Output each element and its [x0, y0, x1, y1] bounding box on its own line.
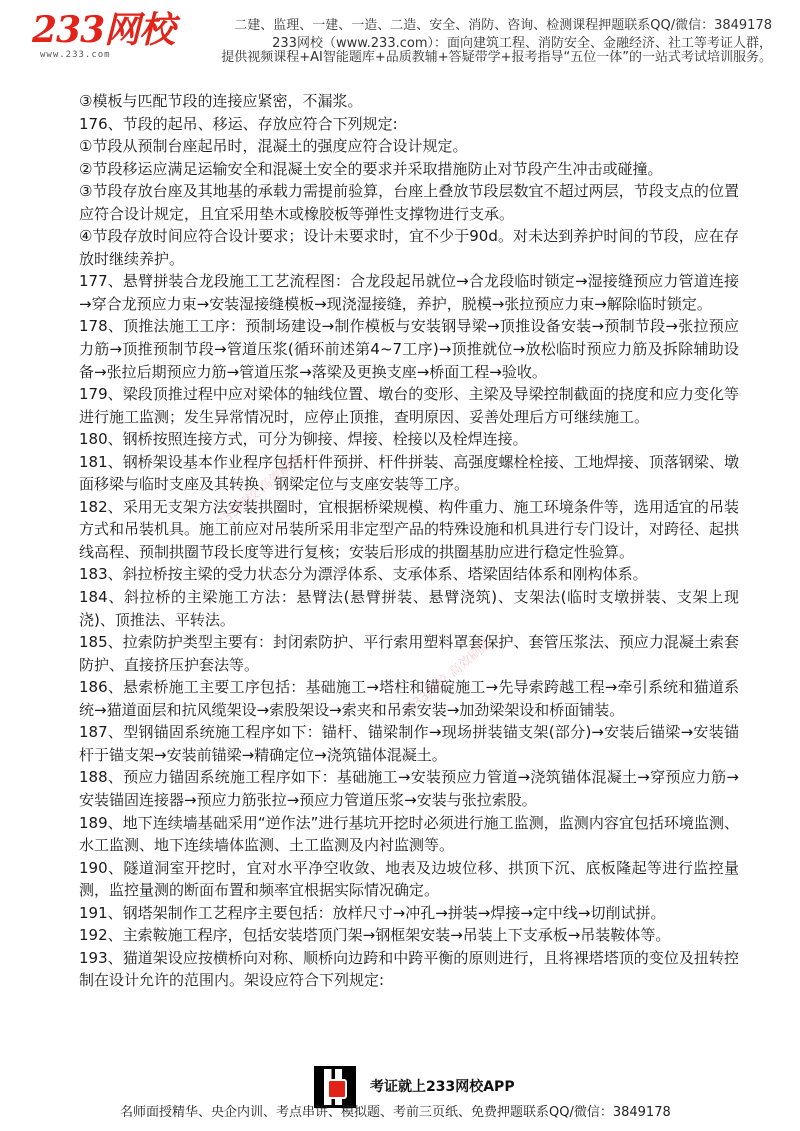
paragraph: 187、型钢锚固系统施工程序如下：锚杆、锚梁制作→现场拼装锚支架(部分)→安装后锚梁→安装锚杆于锚支架→安装前锚梁→精确定位→浇筑锚体混凝土。 — [79, 723, 739, 764]
paragraph: 190、隧道洞室开挖时，宜对水平净空收敛、地表及边坡位移、拱顶下沉、底板隆起等进行监控量测，监控量测的断面布置和频率宜根据实际情况确定。 — [79, 858, 739, 900]
paragraph: 186、悬索桥施工主要工序包括：基础施工→塔柱和锚碇施工→先导索跨越工程→牵引系统和猫道系统→猫道面层和抗风缆架设→索股架设→索夹和吊索安装→加劲梁架设和桥面铺装。 — [79, 678, 739, 719]
document-body — [79, 90, 739, 992]
paragraph: ③节段存放台座及其地基的承载力需提前验算，台座上叠放节段层数宜不超过两层，节段支点的位置应符合设计规定，且宜采用垫木或橡胶板等弹性支撑物进行支承。 — [79, 182, 739, 223]
watermark: 233网校 高效刷题 — [403, 635, 496, 717]
paragraph: 177、悬臂拼装合龙段施工工艺流程图：合龙段起吊就位→合龙段临时锁定→湿接缝预应力管道连接→穿合龙预应力束→安装湿接缝模板→现浇湿接缝，养护，脱模→张拉预应力束→解除临时锁定。 — [79, 272, 739, 313]
paragraph: ②节段移运应满足运输安全和混凝土安全的要求并采取措施防止对节段产生冲击或碰撞。 — [79, 159, 663, 178]
paragraph: 180、钢桥按照连接方式，可分为铆接、焊接、栓接以及栓焊连接。 — [79, 430, 528, 449]
paragraph: 192、主索鞍施工程序，包括安装塔顶门架→钢框架安装→吊装上下支承板→吊装鞍体等。 — [79, 926, 671, 945]
paragraph: 188、预应力锚固系统施工程序如下：基础施工→安装预应力管道→浇筑锚体混凝土→穿预应力筋→安装锚固连接器→预应力筋张拉→预应力管道压浆→安装与张拉索股。 — [79, 768, 739, 809]
brand-url: www.233.com — [40, 50, 111, 60]
header-services-line: 提供视频课程+AI智能题库+品质教辅+答疑带学+报考指导“五位一体”的一站式考试培训服务。 — [221, 50, 772, 65]
qr-logo-icon — [327, 1079, 347, 1099]
header-intro-line: 233网校（www.233.com）：面向建筑工程、消防安全、金融经济、社工等考证人群， — [272, 36, 772, 51]
app-slogan: 考证就上233网校APP — [370, 1079, 515, 1095]
page-header — [0, 0, 800, 80]
paragraph: 193、猫道架设应按横桥向对称、顺桥向边跨和中跨平衡的原则进行，且将裸塔塔顶的变位及扭转控制在设计允许的范围内。架设应符合下列规定: — [79, 948, 739, 990]
paragraph: 181、钢桥架设基本作业程序包括杆件预拼、杆件拼装、高强度螺栓栓接、工地焊接、顶落钢梁、墩面移梁与临时支座及其转换、钢梁定位与支座安装等工序。 — [79, 452, 739, 494]
paragraph: 176、节段的起吊、移运、存放应符合下列规定: — [79, 114, 398, 133]
page-footer — [0, 1060, 800, 1131]
paragraph: ①节段从预制台座起吊时，混凝土的强度应符合设计规定。 — [79, 137, 468, 156]
paragraph: 189、地下连续墙基础采用“逆作法”进行基坑开挖时必须进行施工监测，监测内容宜包括环境监测、水工监测、地下连续墙体监测、土工监测及内衬监测等。 — [79, 813, 739, 855]
paragraph: 179、梁段顶推过程中应对梁体的轴线位置、墩台的变形、主梁及导梁控制截面的挠度和应力变化等进行施工监测；发生异常情况时，应停止顶推，查明原因、妥善处理后方可继续施工。 — [79, 385, 739, 426]
paragraph: ③模板与匹配节段的连接应紧密，不漏浆。 — [79, 92, 363, 110]
paragraph: ④节段存放时间应符合设计要求；设计未要求时，宜不少于90d。对未达到养护时间的节段，应在存放时继续养护。 — [79, 227, 739, 268]
paragraph: 182、采用无支架方法安装拱圈时，宜根据桥梁规模、构件重力、施工环境条件等，选用适宜的吊装方式和吊装机具。施工前应对吊装所采用非定型产品的特殊设施和机具进行专门设计，对跨径、起拱线高程、预制拱圈节段长度等进行复核；安装后形成的拱圈基肋应进行稳定性验算。 — [79, 497, 740, 561]
paragraph: 184、斜拉桥的主梁施工方法：悬臂法(悬臂拼装、悬臂浇筑)、支架法(临时支墩拼装、支架上现浇)、顶推法、平转法。 — [79, 588, 739, 629]
brand-logo: 233网校 — [32, 9, 175, 51]
paragraph: 185、拉索防护类型主要有：封闭索防护、平行索用塑料罩套保护、套管压浆法、预应力混凝土索套防护、直接挤压护套法等。 — [79, 633, 739, 674]
paragraph: 178、顶推法施工工序：预制场建设→制作模板与安装钢导梁→顶推设备安装→预制节段→张拉预应力筋→顶推预制节段→管道压浆(循环前述第4~7工序)→顶推就位→放松临时预应力筋及拆除辅助设备→张拉后期预应力筋→管道压浆→落梁及更换支座→桥面工程→验收。 — [79, 317, 739, 381]
header-contact-line: 二建、监理、一建、一造、二造、安全、消防、咨询、检测课程押题联系QQ/微信：3849178 — [234, 18, 772, 33]
paragraph: 183、斜拉桥按主梁的受力状态分为漂浮体系、支承体系、塔梁固结体系和刚构体系。 — [79, 565, 648, 584]
watermark: 233网校 高效刷题 — [213, 450, 306, 532]
footer-contact-line: 名师面授精华、央企内训、考点串讲、模拟题、考前三页纸、免费押题联系QQ/微信：3849178 — [120, 1105, 671, 1120]
paragraph: 191、钢塔架制作工艺程序主要包括：放样尺寸→冲孔→拼装→焊接→定中线→切削试拼。 — [79, 903, 666, 922]
